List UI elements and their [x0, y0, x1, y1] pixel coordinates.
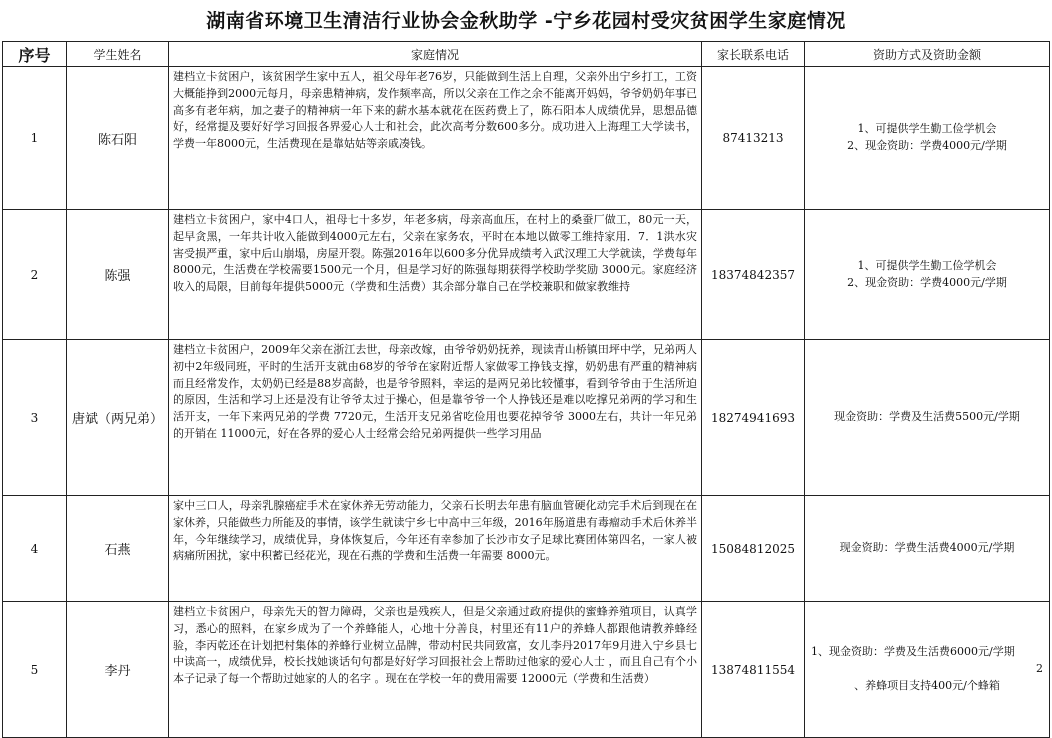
student-name: 石燕 — [67, 496, 169, 602]
family-situation — [169, 496, 702, 602]
funding-line: 1、可提供学生勤工俭学机会 — [857, 122, 997, 136]
funding-cell — [805, 602, 1050, 738]
family-situation — [169, 340, 702, 496]
family-situation — [169, 602, 702, 738]
header-phone: 家长联系电话 — [702, 42, 805, 67]
family-text: 家中三口人，母亲乳腺癌症手术在家休养无劳动能力，父亲石长明去年患有脑血管硬化动完手术后到现在在家休养，只能做些力所能及的事情，该学生就读宁乡七中高中三年级，2016年肠道患有毒瘤动手术后休养半年，今年继续学习，成绩优异，身体恢复后，今年还有幸参加了长沙市女子足球比赛团体第四名，一家人被病痛所困扰，家中积蓄已经花光，现在石燕的学费和生活费一年需要 8000元。 — [173, 499, 697, 563]
family-text: 建档立卡贫困户，家中4口人，祖母七十多岁，年老多病，母亲高血压，在村上的桑蚕厂做工，80元一天，起早贪黑，一年共计收入能做到4000元左右，父亲在家务农，平时在本地以做零工维持家用．7．1洪水灾害受损严重，家中后山崩塌，房屋开裂。陈强2016年以600多分优异成绩考入武汉理工大学就读，学费每年8000元，生活费在学校需要1500元一个月，但是学习好的陈强每期获得学校助学奖励 3000元。家庭经济收入的局限，目前每年提供5000元（学费和生活费）其余部分靠自己在学校兼职和做家教维持 — [173, 213, 697, 294]
family-situation — [169, 210, 702, 340]
row-seq: 4 — [3, 496, 67, 602]
family-situation — [169, 67, 702, 210]
header-seq: 序号 — [3, 42, 67, 67]
funding-line: 1、现金资助：学费及生活费6000元/学期 — [811, 645, 1015, 659]
funding-cell — [805, 340, 1050, 496]
table-row — [3, 602, 1050, 738]
row-seq: 3 — [3, 340, 67, 496]
funding-line: 、养蜂项目支持400元/个蜂箱 — [854, 678, 1000, 692]
family-text: 建档立卡贫困户，母亲先天的智力障碍，父亲也是残疾人，但是父亲通过政府提供的蜜蜂养殖项目，认真学习，悉心的照料，在家乡成为了一个养蜂能人，心地十分善良，村里还有11户的养蜂人都跟他请教养蜂经验，李丙乾还在计划把村集体的养蜂行业树立品牌，带动村民共同致富，女儿李丹2017年9月进入宁乡县七中读高一，成绩优异，校长找她谈话句句都是好好学习回报社会上帮助过他家的爱心人士 ，而且自己有个小本子记录了每一个帮助过她家的人的名字 。现在在学校一年的费用需要 12000元（学费和生活费） — [173, 605, 697, 686]
funding-line: 2、现金资助：学费4000元/学期 — [847, 275, 1007, 289]
table-row — [3, 67, 1050, 210]
header-funding: 资助方式及资助金额 — [805, 42, 1050, 67]
funding-line: 2 — [1036, 662, 1043, 676]
student-table — [2, 41, 1050, 738]
table-row — [3, 340, 1050, 496]
funding-line: 现金资助：学费及生活费5500元/学期 — [834, 410, 1020, 424]
header-name: 学生姓名 — [67, 42, 169, 67]
table-row — [3, 210, 1050, 340]
page-title: 湖南省环境卫生清洁行业协会金秋助学 -宁乡花园村受灾贫困学生家庭情况 — [206, 10, 846, 32]
table-header-row — [3, 42, 1050, 67]
family-text: 建档立卡贫困户，2009年父亲在浙江去世，母亲改嫁，由爷爷奶奶抚养，现读青山桥镇田坪中学，兄弟两人初中2年级同班，平时的生活开支就由68岁的爷爷在家附近帮人家做零工挣钱支撑，奶奶患有严重的精神病而且经常发作，太奶奶已经是88岁高龄，也是爷爷照料，幸运的是两兄弟比较懂事，看到爷爷由于生活所迫的原因，生活和学习上还是没有让爷爷太过于操心，但是靠爷爷一个人挣钱还是难以吃撑兄弟两的学习和生活开支，一年下来两兄弟的学费 7720元，生活开支兄弟省吃俭用也要花掉爷爷 3000左右，共计一年兄弟的开销在 11000元，好在各界的爱心人士经常会给兄弟两提供一些学习用品 — [173, 343, 697, 440]
student-name: 唐斌（两兄弟） — [67, 340, 169, 496]
funding-line: 1、可提供学生勤工俭学机会 — [857, 258, 997, 272]
parent-phone: 13874811554 — [702, 602, 805, 738]
student-name: 陈石阳 — [67, 67, 169, 210]
table-row — [3, 496, 1050, 602]
parent-phone: 18374842357 — [702, 210, 805, 340]
parent-phone: 15084812025 — [702, 496, 805, 602]
funding-line: 现金资助：学费生活费4000元/学期 — [839, 541, 1015, 555]
funding-cell — [805, 67, 1050, 210]
funding-cell — [805, 210, 1050, 340]
funding-line: 2、现金资助：学费4000元/学期 — [847, 139, 1007, 152]
row-seq: 2 — [3, 210, 67, 340]
student-name: 李丹 — [67, 602, 169, 738]
row-seq: 1 — [3, 67, 67, 210]
family-text: 建档立卡贫困户，该贫困学生家中五人，祖父母年老76岁，只能做到生活上自理，父亲外出宁乡打工，工资大概能挣到2000元每月，母亲患精神病，发作频率高，所以父亲在工作之余不能离开妈妈，爷爷奶奶年事已高多有老年病，加之妻子的精神病一年下来的薪水基本就花在医药费上了，陈石阳本人成绩优异，思想品德好，经常提及要好好学习回报各界爱心人士和社会，此次高考分数600多分。成功进入上海理工大学读书，学费一年8000元，生活费现在是靠姑姑等亲戚凑钱。 — [173, 70, 697, 151]
row-seq: 5 — [3, 602, 67, 738]
header-family: 家庭情况 — [169, 42, 702, 67]
student-name: 陈强 — [67, 210, 169, 340]
parent-phone: 87413213 — [702, 67, 805, 210]
parent-phone: 18274941693 — [702, 340, 805, 496]
funding-cell — [805, 496, 1050, 602]
